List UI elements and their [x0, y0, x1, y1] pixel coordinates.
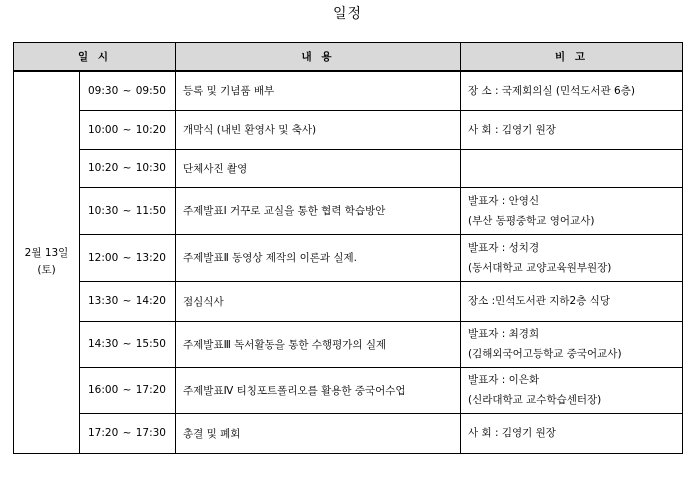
time-cell: 10:00 ~ 10:20 [80, 110, 176, 149]
note-affiliation: (김해외국어고등학교 중국어교사) [468, 348, 622, 360]
note-line: 장 소 : 국제회의실 (민석도서관 6층) [468, 84, 635, 97]
note-cell [461, 110, 683, 149]
header-remarks: 비 고 [461, 43, 683, 72]
time-cell: 14:30 ~ 15:50 [80, 321, 176, 367]
time-cell: 13:30 ~ 14:20 [80, 281, 176, 321]
note-line: 사 회 : 김영기 원장 [468, 427, 556, 439]
note-cell [461, 321, 683, 367]
date-day: 2월 13일 [24, 247, 69, 260]
table-row [14, 234, 683, 281]
content-cell: 등록 및 기념품 배부 [176, 71, 461, 110]
table-row [14, 110, 683, 149]
note-presenter: 발표자 : 성치경 [468, 241, 540, 254]
note-cell [461, 187, 683, 234]
note-cell [461, 367, 683, 413]
header-row [14, 43, 683, 72]
table-row [14, 187, 683, 234]
note-cell [461, 281, 683, 321]
time-cell: 09:30 ~ 09:50 [80, 71, 176, 110]
note-affiliation: (부산 동평중학교 영어교사) [468, 214, 595, 227]
date-cell [14, 71, 80, 453]
time-cell: 17:20 ~ 17:30 [80, 413, 176, 453]
note-line: 장소 :민석도서관 지하2층 식당 [468, 295, 610, 307]
header-datetime: 일 시 [14, 43, 176, 72]
page-title: 일정 [332, 6, 363, 22]
table-row [14, 413, 683, 453]
table-row [14, 367, 683, 413]
content-cell: 주제발표Ⅱ 동영상 제작의 이론과 실제. [176, 234, 461, 281]
content-cell: 주제발표Ⅳ 티칭포트폴리오를 활용한 중국어수업 [176, 367, 461, 413]
schedule-table [13, 42, 683, 454]
header-content: 내 용 [176, 43, 461, 72]
table-row [14, 71, 683, 110]
content-cell: 점심식사 [176, 281, 461, 321]
time-cell: 10:20 ~ 10:30 [80, 149, 176, 187]
content-cell: 개막식 (내빈 환영사 및 축사) [176, 110, 461, 149]
note-affiliation: (동서대학교 교양교육원부원장) [468, 261, 612, 274]
table-row [14, 321, 683, 367]
time-cell: 12:00 ~ 13:20 [80, 234, 176, 281]
note-affiliation: (신라대학교 교수학습센터장) [468, 394, 602, 406]
content-cell: 주제발표Ⅲ 독서활동을 통한 수행평가의 실제 [176, 321, 461, 367]
time-cell: 10:30 ~ 11:50 [80, 187, 176, 234]
note-line: 사 회 : 김영기 원장 [468, 123, 556, 136]
note-cell [461, 234, 683, 281]
note-presenter: 발표자 : 최경희 [468, 328, 540, 340]
content-cell: 단체사진 촬영 [176, 149, 461, 187]
content-cell: 주제발표Ⅰ 거꾸로 교실을 통한 협력 학습방안 [176, 187, 461, 234]
content-cell: 총결 및 폐회 [176, 413, 461, 453]
date-weekday: (토) [37, 264, 56, 277]
table-row [14, 149, 683, 187]
note-cell [461, 149, 683, 187]
time-cell: 16:00 ~ 17:20 [80, 367, 176, 413]
note-cell [461, 413, 683, 453]
note-presenter: 발표자 : 안영신 [468, 194, 540, 207]
note-presenter: 발표자 : 이은화 [468, 374, 540, 386]
table-row [14, 281, 683, 321]
note-cell [461, 71, 683, 110]
